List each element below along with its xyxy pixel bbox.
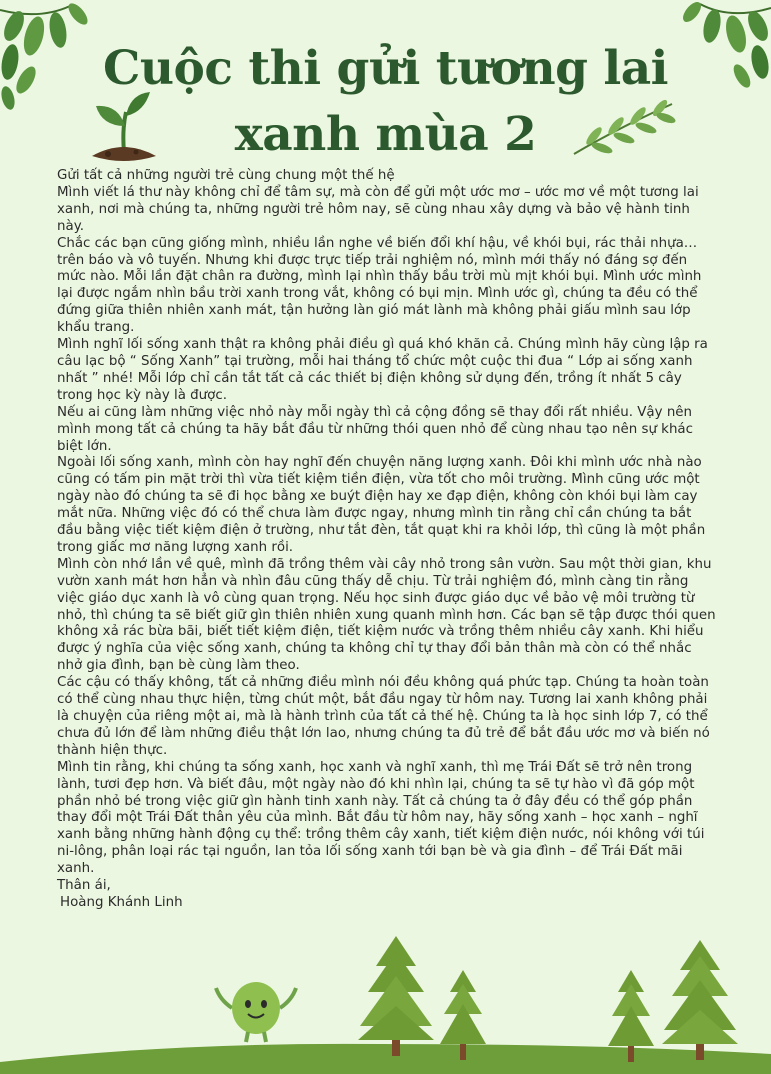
letter-paragraph: Mình tin rằng, khi chúng ta sống xanh, học xanh và nghĩ xanh, thì mẹ Trái Đất sẽ trở nên trong lành, tươi đẹp hơn. Và biết đâu, một ngày nào đó khi nhìn lại, chúng ta sẽ tự hào vì đã góp một phần nhỏ bé trong việc giữ gìn hành tinh xanh này. Tất cả chúng ta ở đây đều có thể góp phần thay đổi một Trái Đất thân yêu của mình. Bắt đầu từ hôm nay, hãy sống xanh – học xanh – nghĩ xanh bằng những hành động cụ thể: trồng thêm cây xanh, tiết kiệm điện nước, nói không với túi ni-lông, phân loại rác tại nguồn, lan tỏa lối sống xanh tới bạn bè và gia đình – để Trái Đất mãi xanh. <box>57 759 705 877</box>
letter-closing: Thân ái, <box>57 878 111 894</box>
tree-icon <box>606 970 656 1062</box>
page-title-line-1: Cuộc thi gửi tương lai <box>102 41 669 96</box>
letter-signature: Hoàng Khánh Linh <box>60 894 183 910</box>
letter-paragraph: Nếu ai cũng làm những việc nhỏ này mỗi ngày thì cả cộng đồng sẽ thay đổi rất nhiều. Vậy nên mình mong tất cả chúng ta hãy bắt đầu từ những thói quen nhỏ để cùng nhau tạo nên sự khác biệt lớn. <box>57 404 693 454</box>
tree-icon <box>660 940 740 1060</box>
letter-paragraph: Chắc các bạn cũng giống mình, nhiều lần nghe về biến đổi khí hậu, về khói bụi, rác thải nhựa… trên báo và vô tuyến. Nhưng khi được trực tiếp trải nghiệm nó, mình mới thấy nó đáng sợ đến mức nào. Mỗi lần đặt chân ra đường, mình lại nhìn thấy bầu trời mù mịt khói bụi. Mình ước mình lại được ngắm nhìn bầu trời xanh trong vắt, không có bụi mịn. Mình ước gì, chúng ta đều có thể đứng giữa thiên nhiên xanh mát, tận hưởng làn gió mát lành mà không phải giấu mình sau lớp khẩu trang. <box>57 235 702 336</box>
letter-paragraph: Mình viết lá thư này không chỉ để tâm sự, mà còn để gửi một ước mơ – ước mơ về một tương lai xanh, nơi mà chúng ta, những người trẻ hôm nay, sẽ cùng nhau xây dựng và bảo vệ hành tinh này. <box>57 184 699 234</box>
letter-greeting: Gửi tất cả những người trẻ cùng chung một thế hệ <box>57 168 395 183</box>
letter-paragraph: Mình nghĩ lối sống xanh thật ra không phải điều gì quá khó khăn cả. Chúng mình hãy cùng lập ra câu lạc bộ “ Sống Xanh” tại trường, mỗi hai tháng tổ chức một cuộc thi đua “ Lớp ai sống xanh nhất ” nhé! Mỗi lớp chỉ cần tắt tất cả các thiết bị điện không sử dụng đến, trồng ít nhất 5 cây trong học kỳ này là được. <box>57 337 708 403</box>
letter-body <box>57 168 717 912</box>
letter-paragraph: Ngoài lối sống xanh, mình còn hay nghĩ đến chuyện năng lượng xanh. Đôi khi mình ước nhà nào cũng có tấm pin mặt trời thì vừa tiết kiệm tiền điện, vừa tốt cho môi trường. Mình cũng ước một ngày nào đó chúng ta sẽ đi học bằng xe buýt điện hay xe đạp điện, không còn khói bụi làm cay mắt nữa. Những việc đó có thể chưa làm được ngay, nhưng mình tin rằng chỉ cần chúng ta bắt đầu bằng việc tiết kiệm điện ở trường, như tắt đèn, tắt quạt khi ra khỏi lớp, thì cũng là một phần trong giấc mơ năng lượng xanh rồi. <box>57 455 706 555</box>
page-title-line-2: xanh mùa 2 <box>234 107 537 162</box>
tree-icon <box>356 936 436 1056</box>
letter-paragraph: Mình còn nhớ lần về quê, mình đã trồng thêm vài cây nhỏ trong sân vườn. Sau một thời gian, khu vườn xanh mát hơn hẳn và nhìn đâu cũng thấy dễ chịu. Từ trải nghiệm đó, mình càng tin rằng việc giáo dục xanh là vô cùng quan trọng. Nếu học sinh được giáo dục về bảo vệ môi trường từ nhỏ, thì chúng ta sẽ biết giữ gìn thiên nhiên xung quanh mình hơn. Các bạn sẽ tập được thói quen không xả rác bừa bãi, biết tiết kiệm điện, tiết kiệm nước và trồng thêm nhiều cây xanh. Khi hiểu được ý nghĩa của việc sống xanh, chúng ta không chỉ tự thay đổi bản thân mà còn có thể nhắc nhở gia đình, bạn bè cùng làm theo. <box>57 556 716 674</box>
tree-icon <box>438 970 488 1060</box>
smiling-character-icon <box>214 970 298 1044</box>
letter-paragraph: Các cậu có thấy không, tất cả những điều mình nói đều không quá phức tạp. Chúng ta hoàn toàn có thể cùng nhau thực hiện, từng chút một, bắt đầu ngay từ hôm nay. Tương lai xanh không phải là chuyện của riêng một ai, mà là hành trình của tất cả thế hệ. Chúng ta là học sinh lớp 7, có thể chưa đủ lớn để làm những điều thật lớn lao, nhưng chúng ta đủ trẻ để bắt đầu ước mơ và biến nó thành hiện thực. <box>57 675 710 758</box>
